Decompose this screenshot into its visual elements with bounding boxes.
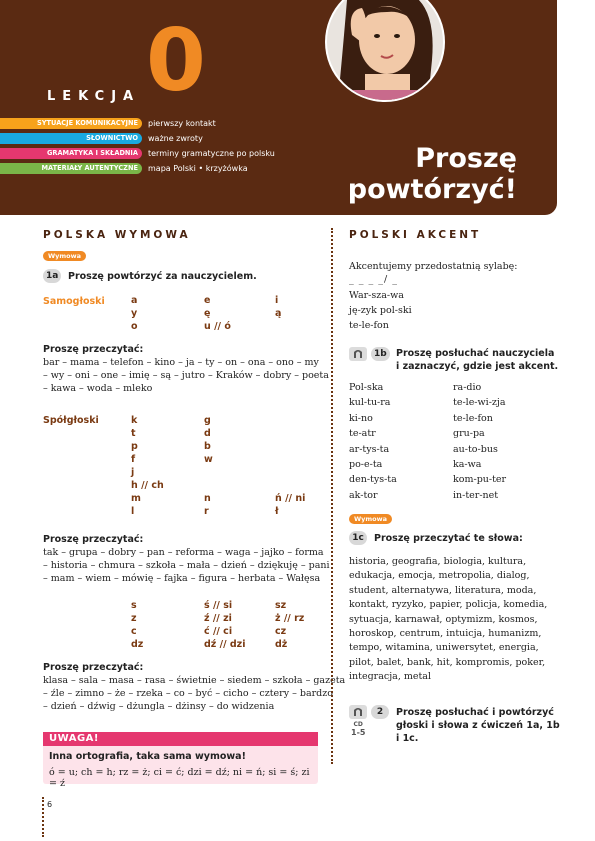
consonant: j <box>131 467 135 478</box>
word-line: pilot, balet, bank, hit, kompromis, poker, <box>349 656 546 668</box>
syllable-word: ki-no <box>349 412 373 424</box>
wymowa-tag: Wymowa <box>43 251 86 261</box>
audio-icon <box>349 705 367 719</box>
consonant: m <box>131 493 141 504</box>
page-divider <box>42 797 44 837</box>
word-line: integracja, metal <box>349 671 432 683</box>
lesson-header <box>0 0 557 215</box>
sibilant: s <box>131 600 137 611</box>
accent-pattern: _ _ _ _/ _ <box>349 274 399 285</box>
sibilant: cz <box>275 626 287 637</box>
word-line: edukacja, emocja, metropolia, dialog, <box>349 570 530 582</box>
right-section-title: POLSKI AKCENT <box>349 229 482 241</box>
read-line: bar – mama – telefon – kino – ja – ty – on – ona – ono – my <box>43 357 319 368</box>
topic-label: MATERIAŁY AUTENTYCZNE <box>0 163 142 174</box>
read-line: tak – grupa – dobry – pan – reforma – waga – jajko – forma <box>43 547 324 558</box>
page-number: 6 <box>47 800 53 809</box>
consonant: ń // ni <box>275 493 306 504</box>
lesson-title-line1: Proszę <box>415 143 517 174</box>
consonant: p <box>131 441 138 452</box>
exercise-instruction-line: i zaznaczyć, gdzie jest akcent. <box>396 361 559 372</box>
read-line: – historia – chmura – szkoła – mała – dzień – dziękuję – pani <box>43 560 330 572</box>
word-line: student, alternatywa, literatura, moda, <box>349 584 537 596</box>
note-subtitle: Inna ortografia, taka sama wymowa! <box>49 751 246 762</box>
vowel: ą <box>275 308 282 319</box>
consonant: ł <box>275 506 279 517</box>
exercise-instruction-line: głoski i słowa z ćwiczeń 1a, 1b <box>396 720 560 731</box>
syllable-word: kul-tu-ra <box>349 397 391 409</box>
read-line: – dzień – dźwig – dżungla – dżinsy – do widzenia <box>43 701 275 713</box>
exercise-number: 1c <box>349 531 367 545</box>
syllable-word: den-tys-ta <box>349 474 397 486</box>
exercise-instruction <box>396 706 560 745</box>
exercise-instruction: Proszę przeczytać te słowa: <box>374 533 523 544</box>
exercise-instruction-line: Proszę posłuchać i powtórzyć <box>396 707 554 718</box>
note-rules: ó = u; ch = h; rz = ż; ci = ć; dzi = dź; ni = ń; si = ś; zi = ź <box>49 767 310 789</box>
vowel: a <box>131 295 138 306</box>
accent-intro: Akcentujemy przedostatnią sylabę: <box>349 261 518 272</box>
sibilant: c <box>131 626 137 637</box>
consonant: r <box>204 506 209 517</box>
syllable-word: ra-dio <box>453 382 482 393</box>
lesson-title-line2: powtórzyć! <box>347 174 517 205</box>
sibilant: sz <box>275 600 287 611</box>
sibilant: ć // ci <box>204 626 233 637</box>
read-text <box>43 674 345 714</box>
vowel: i <box>275 295 279 306</box>
read-line: – mam – wiem – mówię – fajka – figura – herbata – Wałęsa <box>43 573 321 585</box>
cd-track-number: 1-5 <box>351 728 366 737</box>
consonant: t <box>131 428 136 439</box>
syllable-word: Pol-ska <box>349 382 384 393</box>
read-heading: Proszę przeczytać: <box>43 662 144 673</box>
consonant: g <box>204 415 211 426</box>
lesson-title <box>348 143 517 205</box>
syllable-word: ar-tys-ta <box>349 443 390 455</box>
syllable-list-2 <box>453 380 506 503</box>
column-divider <box>331 228 333 764</box>
header-photo <box>307 0 462 103</box>
vowel: e <box>204 295 211 306</box>
sibilant: z <box>131 613 137 624</box>
vowel: o <box>131 321 138 332</box>
syllable-word: gru-pa <box>453 428 485 440</box>
word-line: sytuacja, karnawał, optymizm, kosmos, <box>349 613 538 625</box>
exercise-instruction: Proszę powtórzyć za nauczycielem. <box>68 271 257 282</box>
sibilant: dż <box>275 639 288 650</box>
vowel: y <box>131 308 138 319</box>
topic-text: terminy gramatyczne po polsku <box>148 149 275 158</box>
wymowa-tag: Wymowa <box>349 514 392 524</box>
read-line: – kawa – woda – mleko <box>43 383 153 395</box>
cd-label: CD <box>353 721 363 728</box>
consonant: d <box>204 428 211 439</box>
exercise-instruction <box>396 347 558 373</box>
exercise-number: 2 <box>371 705 389 719</box>
consonant: l <box>131 506 135 517</box>
accent-example: te-le-fon <box>349 320 389 331</box>
consonant: h // ch <box>131 480 164 491</box>
left-section-title: POLSKA WYMOWA <box>43 229 191 241</box>
word-line: kontakt, ryzyko, papier, policja, komedia, <box>349 599 548 611</box>
syllable-word: kom-pu-ter <box>453 474 507 486</box>
read-text <box>43 546 330 586</box>
lesson-number: 0 <box>146 11 206 111</box>
note-box <box>43 732 318 789</box>
consonant: k <box>131 415 138 426</box>
consonant: n <box>204 493 211 504</box>
accent-example: War-sza-wa <box>349 290 404 301</box>
vowel: ę <box>204 308 211 319</box>
sibilant: ś // si <box>204 600 233 611</box>
syllable-list-1 <box>349 380 397 503</box>
syllable-word: ka-wa <box>453 459 482 471</box>
syllable-word: au-to-bus <box>453 443 498 455</box>
sibilant: ź // zi <box>204 613 232 624</box>
exercise-number: 1b <box>371 347 390 361</box>
topic-label: GRAMATYKA I SKŁADNIA <box>0 148 142 159</box>
topic-text: mapa Polski • krzyżówka <box>148 164 248 173</box>
audio-icon <box>349 347 367 361</box>
sibilant: ż // rz <box>275 613 305 624</box>
cd-track <box>351 721 365 737</box>
topic-text: pierwszy kontakt <box>148 119 216 128</box>
syllable-word: te-atr <box>349 428 376 440</box>
consonant: f <box>131 454 136 465</box>
syllable-word: ak-tor <box>349 489 378 501</box>
syllable-word: po-e-ta <box>349 459 383 471</box>
vowels-label: Samogłoski <box>43 296 105 307</box>
sibilant: dź // dzi <box>204 639 246 650</box>
accent-examples <box>349 288 412 333</box>
exercise-instruction-line: Proszę posłuchać nauczyciela <box>396 348 555 359</box>
exercise-number: 1a <box>43 269 61 283</box>
syllable-word: te-le-wi-zja <box>453 397 506 409</box>
read-heading: Proszę przeczytać: <box>43 344 144 355</box>
consonant: w <box>204 454 213 465</box>
accent-example: ję-zyk pol-ski <box>349 305 412 316</box>
read-line: – wy – oni – one – imię – są – jutro – Kraków – dobry – poeta <box>43 370 329 382</box>
note-heading: UWAGA! <box>43 732 318 746</box>
read-heading: Proszę przeczytać: <box>43 534 144 545</box>
consonants-label: Spółgłoski <box>43 415 99 426</box>
word-list <box>349 555 547 685</box>
word-line: tempo, witamina, uniwersytet, energia, <box>349 642 539 654</box>
read-line: – źle – zimno – że – rzeka – co – być – cicho – cztery – bardzo <box>43 688 333 700</box>
word-line: historia, geografia, biologia, kultura, <box>349 556 527 567</box>
topic-label: SYTUACJE KOMUNIKACYJNE <box>0 118 142 129</box>
lesson-label: LEKCJA <box>47 89 141 104</box>
vowel: u // ó <box>204 321 231 332</box>
topic-label: SŁOWNICTWO <box>0 133 142 144</box>
consonant: b <box>204 441 211 452</box>
syllable-word: te-le-fon <box>453 412 493 424</box>
read-line: klasa – sala – masa – rasa – świetnie – siedem – szkoła – gazeta <box>43 675 346 686</box>
topic-text: ważne zwroty <box>148 134 203 143</box>
word-line: horoskop, centrum, intuicja, humanizm, <box>349 628 542 640</box>
syllable-word: in-ter-net <box>453 489 499 501</box>
sibilant: dz <box>131 639 144 650</box>
exercise-instruction-line: i 1c. <box>396 733 419 744</box>
read-text <box>43 356 329 396</box>
